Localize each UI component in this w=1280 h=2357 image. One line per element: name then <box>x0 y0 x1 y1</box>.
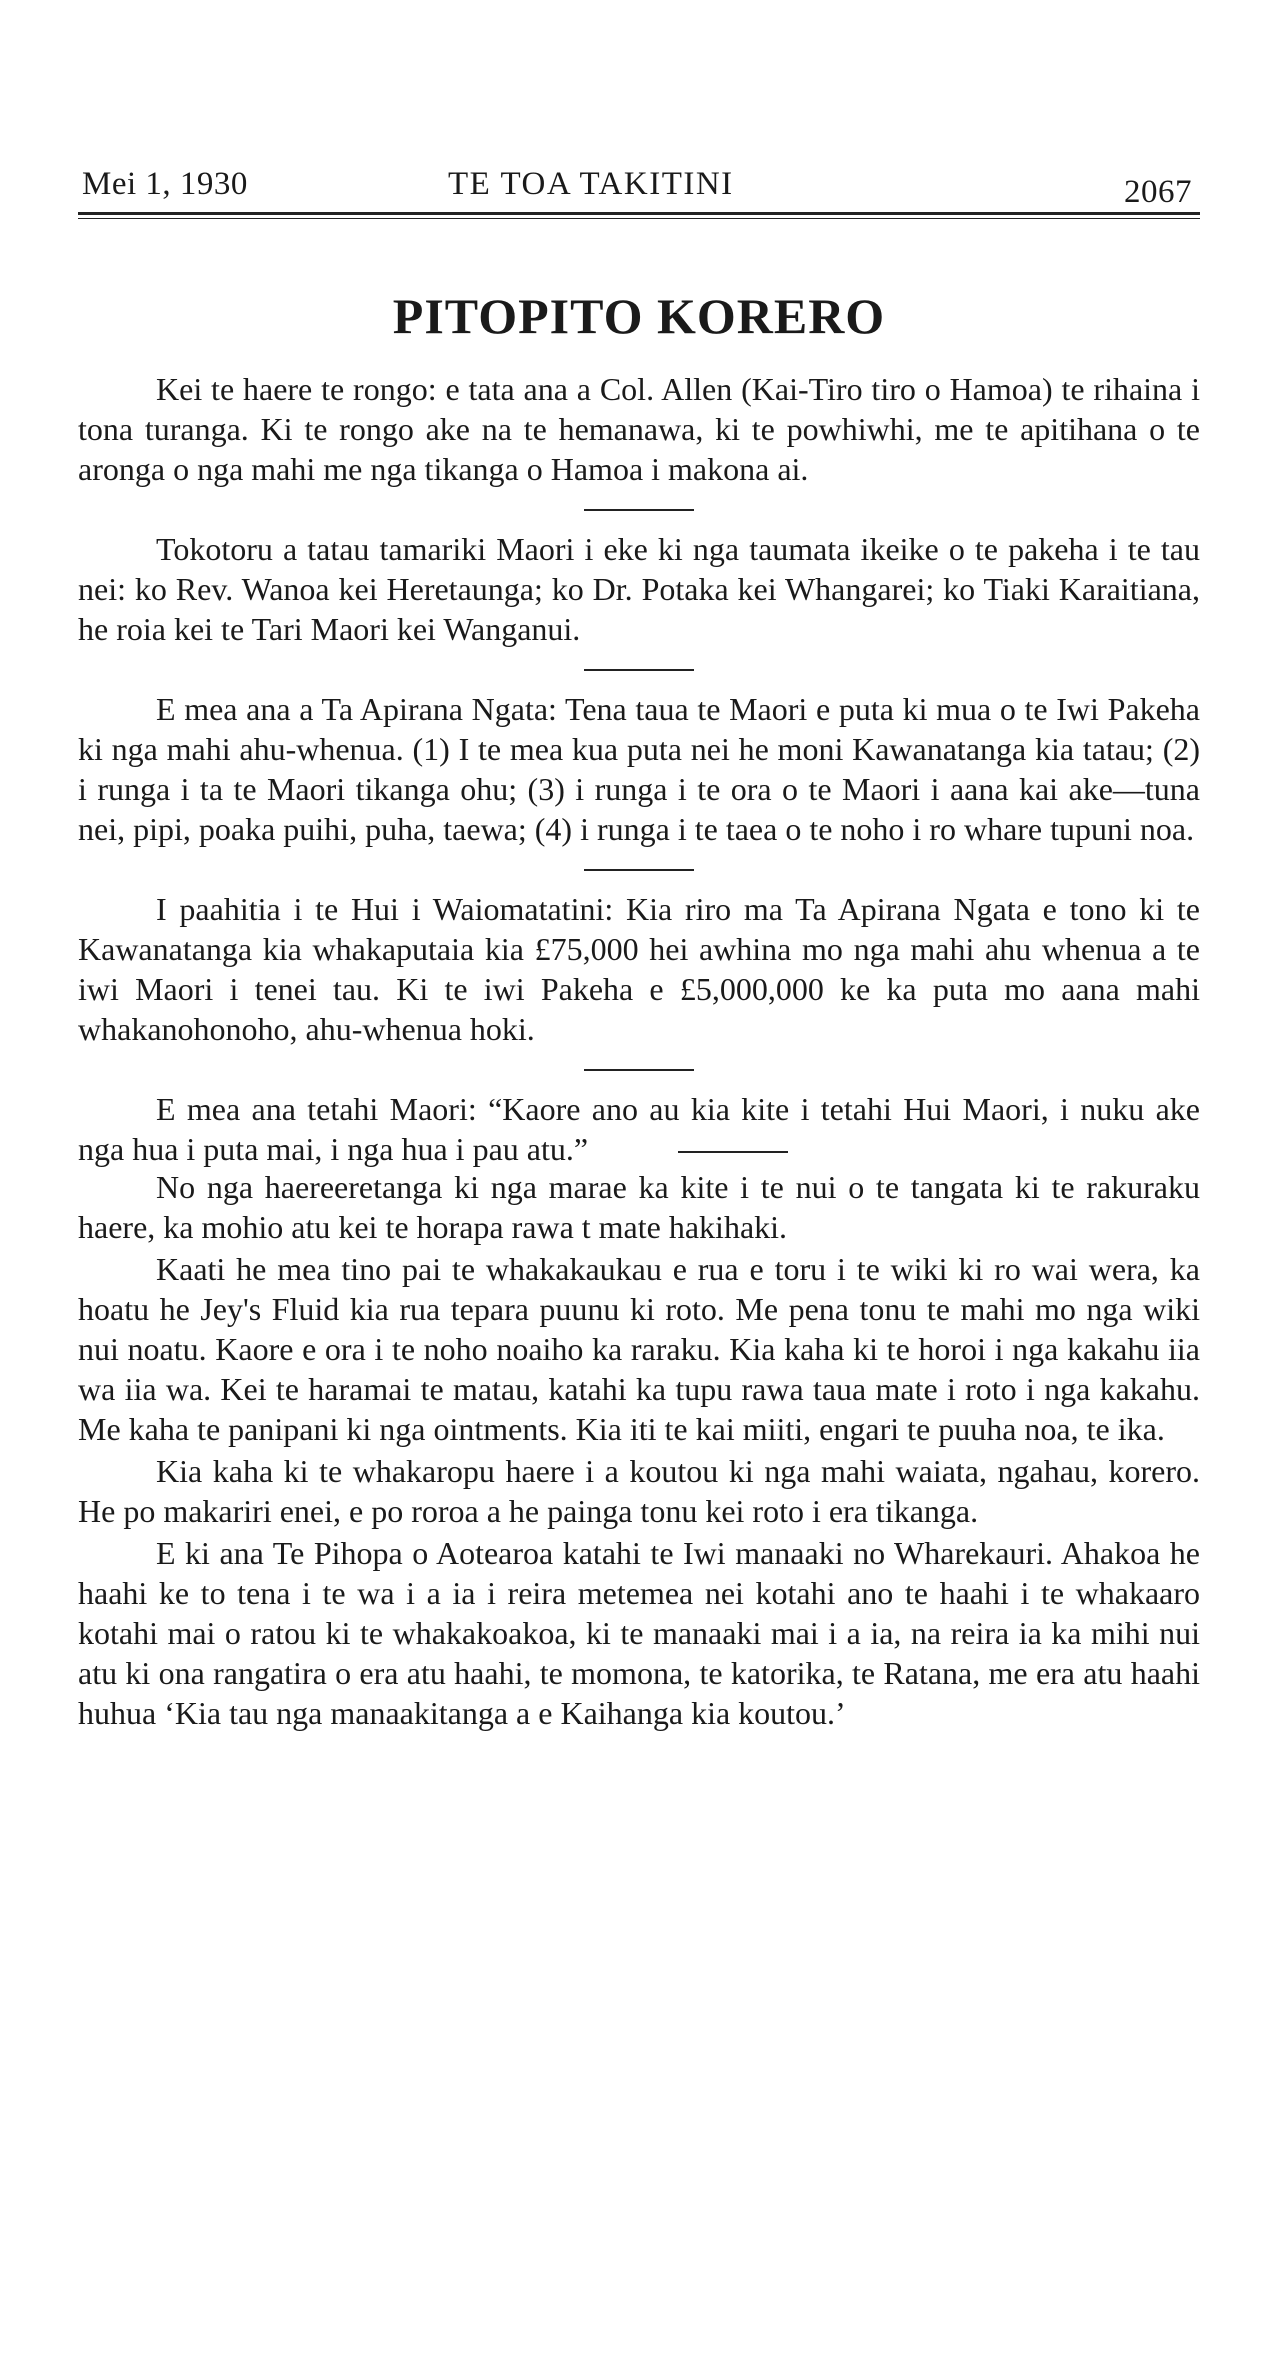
news-item-graduates: Tokotoru a tatau tamariki Maori i eke ki nga taumata ikeike o te pakeha i te tau nei: ko Rev. Wanoa kei Heretaunga; ko Dr. Potaka kei Whangarei; ko Tiaki Karaitiana, he roia kei te Tari Maori kei Wanganui. <box>78 531 1200 647</box>
section-headline: PITOPITO KORERO <box>392 288 886 344</box>
news-item-samoa: Kei te haere te rongo: e tata ana a Col. Allen (Kai-Tiro tiro o Hamoa) te rihaina i tona turanga. Ki te rongo ake na te hemanawa, ki te powhiwhi, me te apitihana o te aronga o nga mahi me nga tikanga o Hamoa i makona ai. <box>78 371 1200 487</box>
running-header <box>78 160 1200 208</box>
header-date: Mei 1, 1930 <box>82 166 248 202</box>
news-item-treatment: Kaati he mea tino pai te whakakaukau e rua e toru i te wiki ki ro wai wera, ka hoatu he Jey's Fluid kia rua tepara puunu ki roto. Me pena tonu te mahi mo nga wiki nui noatu. Kaore e ora i te noho noaiho ka raraku. Kia kaha ki te horoi i nga kakahu iia wa iia wa. Kei te haramai te matau, katahi ka tupu rawa taua mate i roto i nga kakahu. Me kaha te panipani ki nga ointments. Kia iti te kai miiti, engari te puuha noa, te ika. <box>78 1251 1200 1447</box>
news-item-ngata-farming: E mea ana a Ta Apirana Ngata: Tena taua te Maori e puta ki mua o te Iwi Pakeha ki nga mahi ahu-whenua. (1) I te mea kua puta nei he moni Kawanatanga kia tatau; (2) i runga i ta te Maori tikanga ohu; (3) i runga i te ora o te Maori i aana kai ake—tuna nei, pipi, poaka puihi, puha, taewa; (4) i runga i te taea o te noho i ro whare tupuni noa. <box>78 691 1200 847</box>
news-item-waiomatatini-hui: I paahitia i te Hui i Waiomatatini: Kia riro ma Ta Apirana Ngata e tono ki te Kawanatanga kia whakaputaia kia £75,000 hei awhina mo nga mahi ahu whenua a te iwi Maori i tenei tau. Ki te iwi Pakeha e £5,000,000 ke ka puta mo aana mahi whakanohonoho, ahu-whenua hoki. <box>78 891 1200 1047</box>
item-divider <box>584 669 694 671</box>
item-divider <box>584 1069 694 1071</box>
item-divider <box>678 1151 788 1153</box>
item-divider <box>584 509 694 511</box>
news-item-hui-quote: E mea ana tetahi Maori: “Kaore ano au kia kite i tetahi Hui Maori, i nuku ake nga hua i puta mai, i nga hua i pau atu.” <box>78 1091 1200 1167</box>
page-number: 2067 <box>1124 174 1192 210</box>
publication-title: TE TOA TAKITINI <box>448 166 734 202</box>
news-item-gatherings: Kia kaha ki te whakaropu haere i a koutou ki nga mahi waiata, ngahau, korero. He po makariri enei, e po roroa a he painga tonu kei roto i era tikanga. <box>78 1453 1200 1529</box>
news-item-bishop-wharekauri: E ki ana Te Pihopa o Aotearoa katahi te Iwi manaaki no Wharekauri. Ahakoa he haahi ke to tena i te wa i a ia i reira metemea nei kotahi ano te haahi i te whakaaro kotahi mai o ratou ki te whakakoakoa, ki te manaaki mai i a ia, na reira ia ka mihi nui atu ki ona rangatira o era atu haahi, te momona, te katorika, te Ratana, me era atu haahi huhua ‘Kia tau nga manaakitanga a e Kaihanga kia koutou.’ <box>78 1535 1200 1731</box>
document-page <box>78 160 1200 1733</box>
news-item-skin-disease: No nga haereeretanga ki nga marae ka kite i te nui o te tangata ki te rakuraku haere, ka mohio atu kei te horapa rawa t mate hakihaki. <box>78 1169 1200 1245</box>
header-rule-thin <box>78 218 1200 219</box>
header-rule <box>78 212 1200 215</box>
item-divider <box>584 869 694 871</box>
